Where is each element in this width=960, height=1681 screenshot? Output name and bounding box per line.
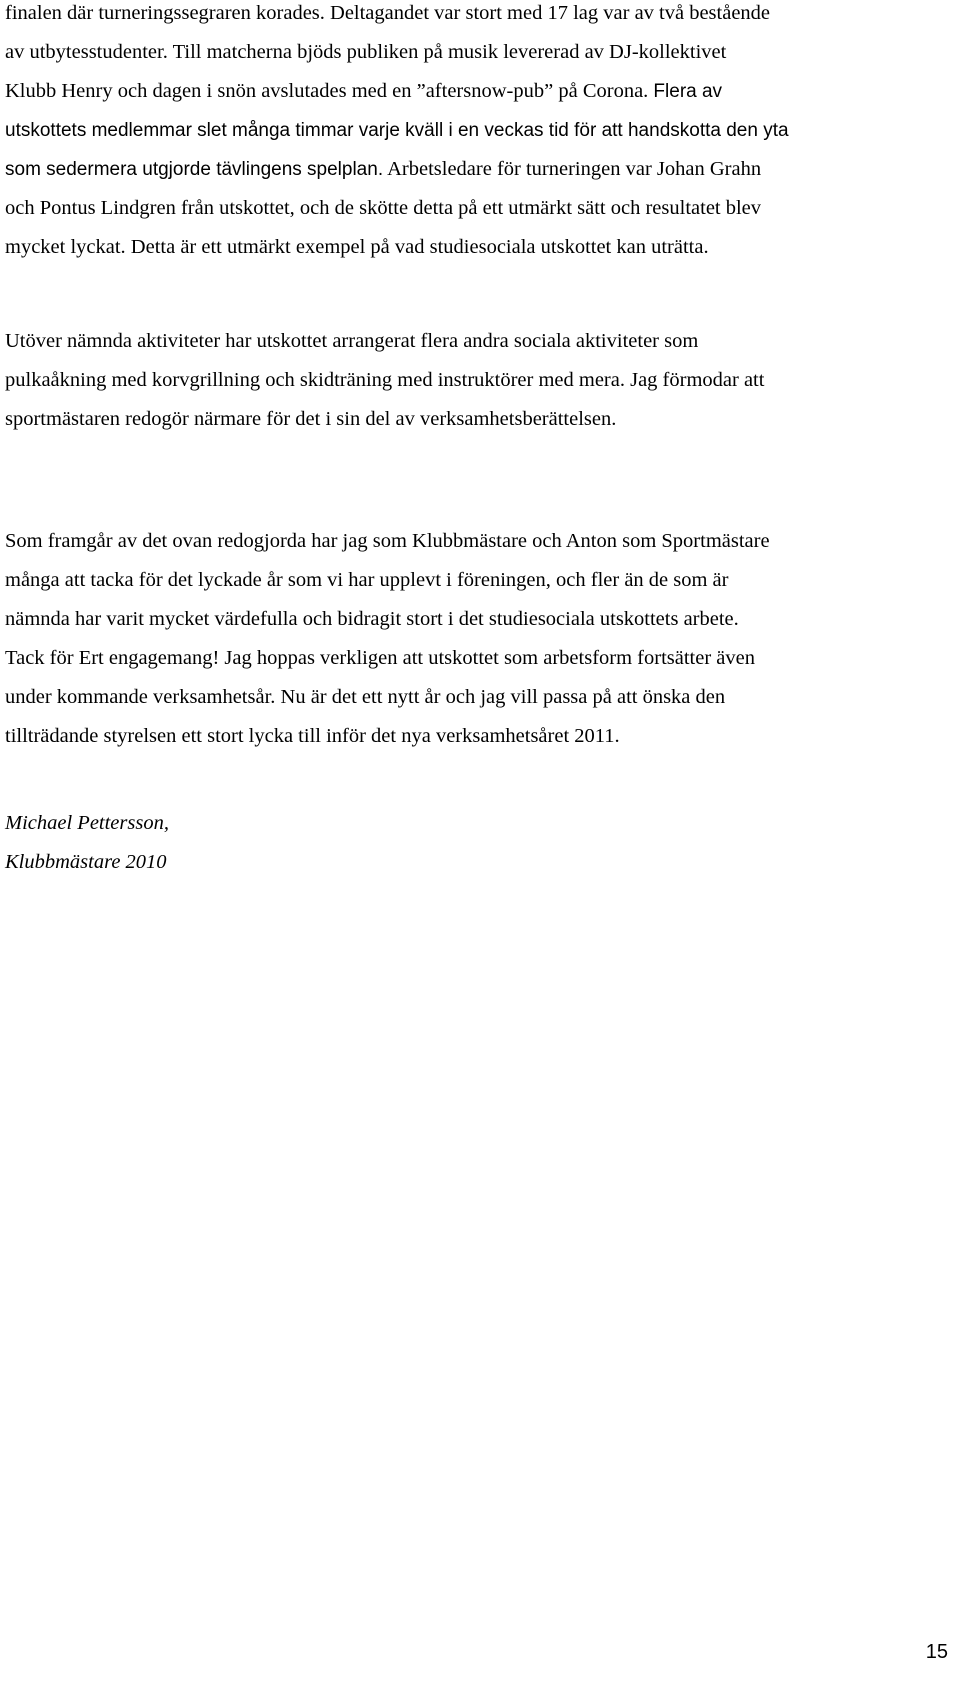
text-line: många att tacka för det lyckade år som vi har upplevt i föreningen, och fler än de som är	[5, 569, 729, 591]
text-line	[5, 150, 789, 189]
text-line: av utbytesstudenter. Till matcherna bjöds publiken på musik levererad av DJ-kollektivet	[5, 41, 727, 63]
text-line: Tack för Ert engagemang! Jag hoppas verkligen att utskottet som arbetsform fortsätter även	[5, 647, 755, 669]
text-line: under kommande verksamhetsår. Nu är det ett nytt år och jag vill passa på att önska den	[5, 686, 726, 708]
page-number: 15	[925, 1641, 948, 1663]
paragraph-2	[5, 322, 764, 439]
text-line: tillträdande styrelsen ett stort lycka till inför det nya verksamhetsåret 2011.	[5, 725, 620, 747]
paragraph-1	[5, 0, 789, 267]
text-line: och Pontus Lindgren från utskottet, och de skötte detta på ett utmärkt sätt och resultatet blev	[5, 197, 762, 219]
text-line: Som framgår av det ovan redogjorda har jag som Klubbmästare och Anton som Sportmästare	[5, 530, 770, 552]
text-segment: Flera av	[653, 81, 723, 102]
text-line: mycket lyckat. Detta är ett utmärkt exempel på vad studiesociala utskottet kan uträtta.	[5, 236, 709, 258]
signature-name: Michael Pettersson,	[5, 812, 169, 834]
text-line: utskottets medlemmar slet många timmar varje kväll i en veckas tid för att handskotta den yta	[5, 120, 789, 141]
signature-block	[5, 804, 169, 882]
text-line: Utöver nämnda aktiviteter har utskottet arrangerat flera andra sociala aktiviteter som	[5, 330, 699, 352]
text-segment: som sedermera utgjorde tävlingens spelplan.	[5, 159, 384, 180]
text-segment: Klubb Henry och dagen i snön avslutades med en ”aftersnow-pub” på Corona.	[5, 80, 649, 102]
text-line: finalen där turneringssegraren korades. Deltagandet var stort med 17 lag var av två bestående	[5, 2, 771, 24]
text-line: sportmästaren redogör närmare för det i sin del av verksamhetsberättelsen.	[5, 408, 617, 430]
signature-title: Klubbmästare 2010	[5, 851, 167, 873]
text-segment: Arbetsledare för turneringen var Johan Grahn	[387, 158, 762, 180]
text-line: pulkaåkning med korvgrillning och skidträning med instruktörer med mera. Jag förmodar att	[5, 369, 765, 391]
text-line	[5, 72, 789, 111]
text-line: nämnda har varit mycket värdefulla och bidragit stort i det studiesociala utskottets arbete.	[5, 608, 739, 630]
paragraph-3	[5, 522, 770, 756]
